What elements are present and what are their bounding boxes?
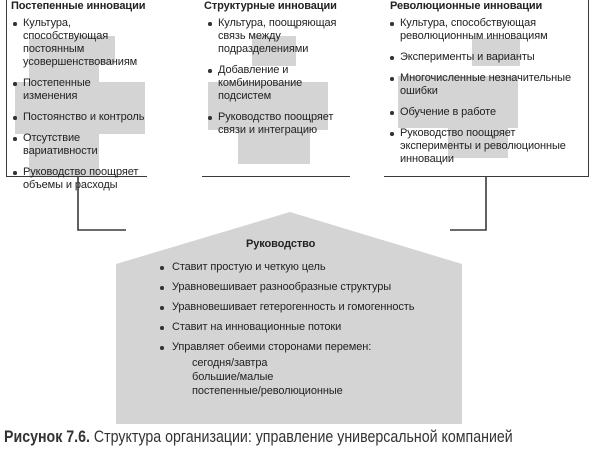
sub-list-item: сегодня/завтра (192, 357, 268, 369)
change-sides-list (172, 357, 472, 398)
leadership-title: Руководство (246, 238, 316, 250)
list-item: Ставит простую и четкую цель (152, 261, 472, 274)
list-item: Постоянство и контроль (7, 111, 147, 124)
list-item: Уравновешивает гетерогенность и гомогенность (152, 301, 472, 314)
right-connector (450, 176, 486, 230)
list-item: Культура, способствующая революционным инновациям (384, 17, 588, 43)
list-item: Культура, способствующая постоянным усовершенствованиям (7, 17, 147, 69)
list-item: Уравновешивает разнообразные структуры (152, 281, 472, 294)
list-item: Руководство поощряет эксперименты и революционные инновации (384, 127, 588, 166)
list-item: Культура, поощряющая связь между подразделениями (202, 17, 350, 56)
column-title: Постепенные инновации (11, 0, 146, 12)
column-title: Революционные инновации (390, 0, 543, 12)
list-item-label: Управляет обеими сторонами перемен: (172, 341, 372, 353)
list-item: Руководство поощряет связи и интеграцию (202, 111, 350, 137)
list-item (152, 341, 472, 398)
list-item: Многочисленные незначительные ошибки (384, 72, 588, 98)
column-title: Структурные инновации (204, 0, 337, 12)
caption-label: Рисунок 7.6. (4, 428, 90, 446)
list-item: Руководство поощряет объемы и расходы (7, 166, 147, 192)
list-item: Добавление и комбинирование подсистем (202, 64, 350, 103)
list-item: Отсутствие вариативности (7, 132, 147, 158)
sub-list-item: постепенные/революционные (192, 385, 343, 397)
list-item: Постепенные изменения (7, 77, 147, 103)
left-connector (78, 176, 126, 230)
list-item: Обучение в работе (384, 106, 588, 119)
caption-text: Структура организации: управление универсальной компанией (93, 428, 513, 446)
list-item: Эксперименты и варианты (384, 51, 588, 64)
list-item: Ставит на инновационные потоки (152, 321, 472, 334)
leadership-items (152, 261, 472, 405)
sub-list-item: большие/малые (192, 371, 274, 383)
